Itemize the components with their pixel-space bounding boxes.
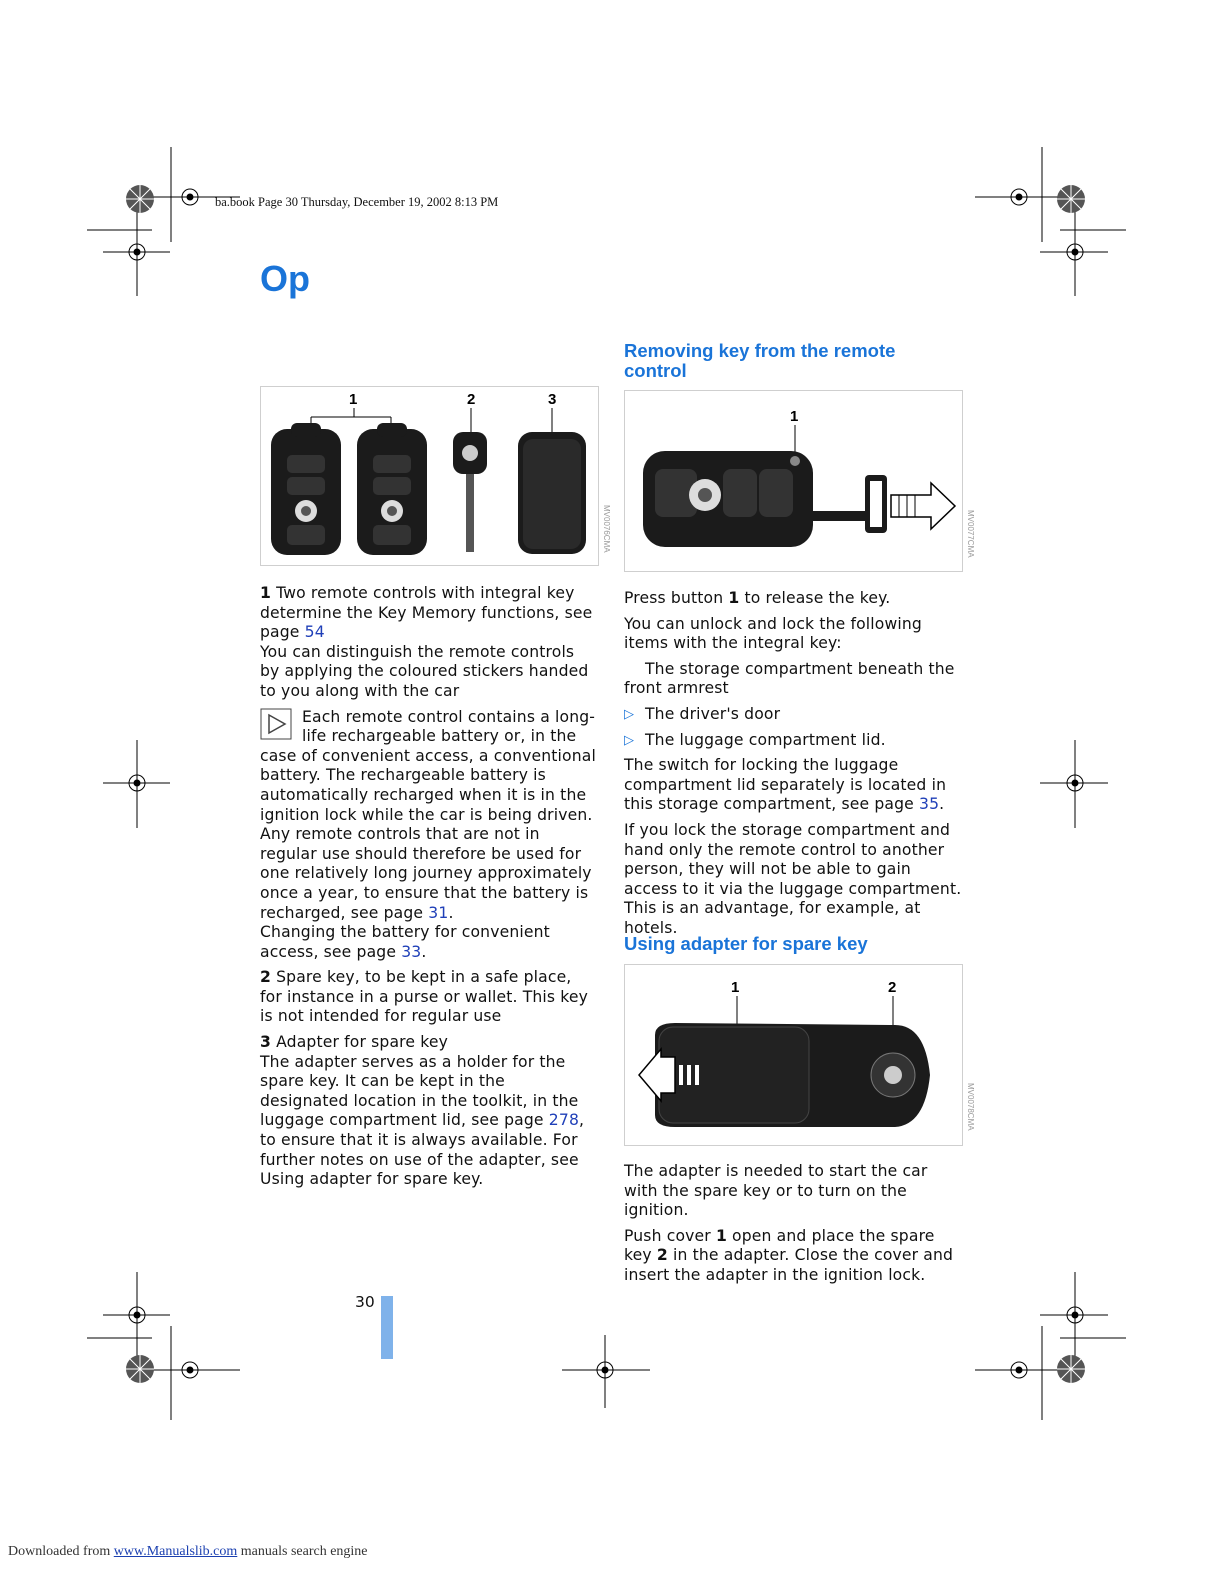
item-1-text2: You can distinguish the remote controls by applying the coloured stickers handed to you along with the car — [260, 642, 589, 700]
item-1-text: Two remote controls with integral key determine the Key Memory functions, see page — [260, 584, 593, 642]
bullet-triangle-icon: ▷ — [624, 706, 635, 722]
press-button-text: Press button 1 to release the key. — [624, 589, 891, 607]
note-text-1: Each remote control contains a long-life rechargeable battery or, in the case of convenient access, a conventional battery. The rechargeable battery is automatically recharged when it is in the ignition lock while the car is being driven. — [260, 707, 596, 824]
unlock-items-intro: You can unlock and lock the following items with the integral key: — [624, 614, 922, 653]
item-1-page-link[interactable]: 54 — [304, 623, 325, 642]
heading-using-adapter: Using adapter for spare key — [624, 933, 868, 954]
note-arrow-icon — [260, 708, 292, 740]
figure-remove-key — [624, 390, 963, 572]
figure-label-1: 1 — [349, 391, 358, 408]
figure-label-3: 3 — [548, 391, 557, 408]
figure-adapter — [624, 964, 963, 1146]
adapter-illustration — [625, 965, 962, 1145]
footer: Downloaded from www.Manualslib.com manuals search engine — [8, 1544, 368, 1559]
figure-code-remove-key: MV0077CMA — [966, 510, 975, 558]
item-2-number: 2 — [260, 968, 272, 987]
bullet-triangle-icon: ▷ — [624, 732, 635, 748]
note-text-2: Any remote controls that are not in regular use should therefore be used for one relatively long journey approximately once a year, to ensure that the battery is recharged, see page 31. — [260, 825, 592, 922]
page-number: 30 — [355, 1293, 375, 1311]
item-3-text: The adapter serves as a holder for the spare key. It can be kept in the designated location in the toolkit, in the luggage compartment lid, see page 278, to ensure that it is always available. For further notes on use of the adapter, see Using adapter for spare key. — [260, 1052, 585, 1189]
figure-label-2: 2 — [467, 391, 476, 408]
item-1-number: 1 — [260, 584, 272, 602]
item-3-page-link[interactable]: 278 — [548, 1111, 580, 1130]
bullet-drivers-door: ▷ The driver's door — [624, 704, 781, 723]
note-page-link-31[interactable]: 31 — [428, 903, 449, 922]
page-link-35[interactable]: 35 — [919, 795, 940, 814]
heading-removing-key: Removing key from the remote control — [624, 340, 896, 381]
print-header: ba.book Page 30 Thursday, December 19, 2002 8:13 PM — [215, 195, 499, 209]
item-3-number: 3 — [260, 1033, 272, 1052]
remote-keys-illustration — [261, 387, 598, 565]
note — [260, 708, 598, 963]
hotel-advantage-text: If you lock the storage compartment and hand only the remote control to another person, they will not be able to gain access to it via the luggage compartment. This is an advantage, for example, at hotels. — [624, 820, 962, 937]
note-page-link-33[interactable]: 33 — [401, 942, 422, 961]
item-1-paragraph — [260, 584, 598, 643]
left-column — [260, 584, 598, 1196]
figure-label-adapter-1: 1 — [731, 979, 740, 996]
right-column-top — [624, 589, 964, 945]
figure-label-adapter-2: 2 — [888, 979, 897, 996]
figure-remote-keys — [260, 386, 599, 566]
page-thumb-bar — [381, 1296, 393, 1359]
right-column-bottom — [624, 1162, 964, 1292]
push-cover-text: Push cover 1 open and place the spare key 2 in the adapter. Close the cover and insert the adapter in the ignition lock. — [624, 1226, 954, 1284]
figure-code-adapter: MV0078CMA — [966, 1083, 975, 1131]
storage-compartment-item: The storage compartment beneath the front armrest — [624, 659, 955, 698]
note-text-3: Changing the battery for convenient access, see page 33. — [260, 923, 550, 961]
manualslib-link[interactable]: www.Manualslib.com — [113, 1544, 238, 1559]
figure-label-remove-1: 1 — [790, 408, 799, 425]
remove-key-illustration — [625, 391, 962, 571]
figure-code-keys: MV0076CMA — [602, 505, 611, 553]
bullet-luggage-lid: ▷ The luggage compartment lid. — [624, 730, 886, 749]
section-title: Op — [260, 258, 310, 299]
item-2-paragraph: 2 Spare key, to be kept in a safe place, for instance in a purse or wallet. This key is not intended for regular use — [260, 968, 589, 1026]
adapter-needed-text: The adapter is needed to start the car with the spare key or to turn on the ignition. — [624, 1162, 928, 1220]
switch-location-text: The switch for locking the luggage compartment lid separately is located in this storage compartment, see page 35. — [624, 756, 947, 814]
item-3-title: 3 Adapter for spare key — [260, 1033, 448, 1052]
